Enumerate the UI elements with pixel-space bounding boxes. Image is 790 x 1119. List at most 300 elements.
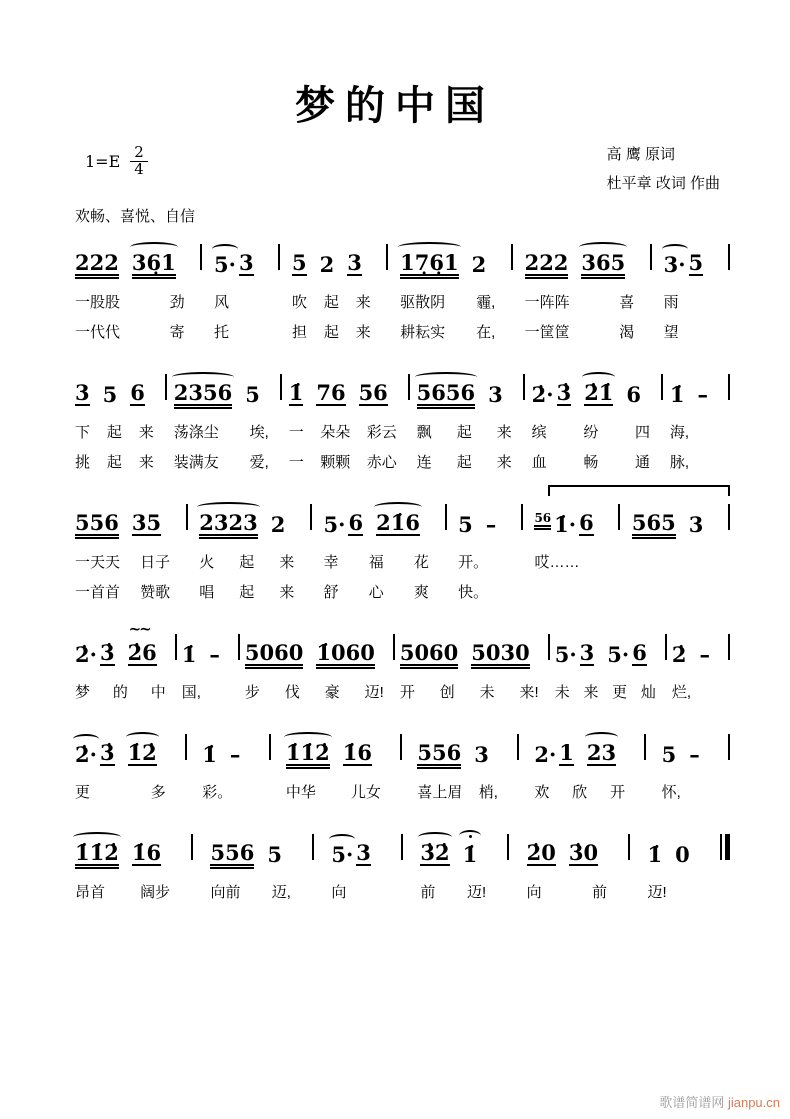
lyrics-verse1 [214,291,267,312]
notes-row [199,502,298,542]
note-group: 556 [417,739,462,765]
lyric-syllable: 一筐筐 [524,324,570,341]
barline [280,374,282,400]
barline [312,834,314,860]
barline [665,634,667,660]
lyric-syllable: 前 [420,884,436,901]
note-group: 35 [131,509,162,535]
notes-row [400,632,543,672]
notes-row [532,372,654,412]
note-group: 6 [632,639,647,665]
note-group: 3 [688,511,704,537]
note-group: 2̇1̇ [584,379,614,405]
note-group: – [229,741,241,767]
lyrics-verse2 [75,451,158,472]
note-group: 5656 [416,379,476,405]
lyrics-verse1 [670,421,721,442]
barline [628,834,630,860]
watermark-site-name: 歌谱简谱网 [659,1095,725,1110]
barline [511,244,513,270]
note-group: 21̇6 [376,509,420,535]
song-title: 梦的中国 [295,82,495,129]
note-group: – [485,511,497,537]
lyric-syllable: 昂首 [75,884,106,901]
lyric-syllable: 中 [150,684,166,701]
lyric-syllable: 一 [288,454,304,471]
measure [672,632,723,702]
measure [75,242,189,342]
lyrics-verse1 [75,551,174,572]
measure [555,632,660,702]
measure [75,372,158,472]
note-group: 5· [323,511,346,537]
lyric-syllable: 装满友 [173,454,219,471]
lyric-syllable: 喜上眉 [417,784,463,801]
note-group: 5030 [471,639,530,665]
lyric-syllable: 向 [526,884,542,901]
notes-row [289,372,401,412]
note-group: 3̇2̇ [420,839,450,865]
barline [507,834,509,860]
note-group: 556 [210,839,255,865]
note-group: 1̇ [647,841,663,867]
lyrics-verse1 [75,881,174,902]
lyric-syllable: 爽 [413,584,429,601]
measure [292,242,375,342]
lyrics-verse1 [199,551,298,572]
notes-row [75,832,174,872]
lyric-syllable: 开 [399,684,415,701]
lyric-syllable: 欣 [572,784,588,801]
measure [202,732,253,802]
measure [289,372,401,472]
notes-row [75,732,170,772]
lyric-syllable: 一股股 [75,294,121,311]
staff-row [75,372,730,472]
barline [393,634,395,660]
lyric-syllable: 来 [138,454,154,471]
lyrics-verse2 [400,321,499,342]
lyric-syllable: 畅 [583,454,599,471]
lyric-syllable: 舒 [323,584,339,601]
lyrics-verse1 [75,421,158,442]
system [75,372,730,472]
barline [728,504,730,530]
barline [661,374,663,400]
note-group: 5 [267,841,282,867]
lyrics-verse1 [672,681,723,702]
lyric-syllable: 雨 [663,294,679,311]
lyric-syllable: 血 [531,454,547,471]
lyrics-verse1 [202,781,253,802]
system [75,242,730,342]
lyric-syllable: 迈! [364,684,384,701]
note-group: 565 [631,509,676,535]
lyric-syllable: 日子 [140,554,171,571]
barline [728,244,730,270]
note-group: 6 [579,509,594,535]
lyrics-verse1 [400,291,499,312]
measure [534,502,606,599]
lyric-syllable: 中华 [285,784,316,801]
notes-row [664,242,717,282]
lyric-syllable: 豪 [324,684,340,701]
lyric-syllable: 怀, [661,784,681,801]
notes-row [670,372,721,412]
staff-row [75,502,730,602]
note-group: 2̇· [75,641,97,667]
notes-row [174,372,273,412]
notes-row [647,832,702,872]
note-group: 1̇1̇2̇ [285,739,330,765]
meta-row [85,141,720,203]
note-group: 3̇ [99,739,115,765]
lyric-syllable: 劲 [169,294,185,311]
lyric-syllable: 国, [181,684,201,701]
barline [618,504,620,530]
note-group: 5 [661,741,677,767]
lyric-syllable: 前 [592,884,608,901]
lyrics-verse1 [420,881,490,902]
note-group: 1̇ [288,379,304,405]
lyric-syllable: 埃, [249,424,269,441]
lyric-syllable: 寄 [169,324,185,341]
lyrics-verse2 [525,321,639,342]
note-group: 5· [554,641,577,667]
barline [517,734,519,760]
lyrics-verse1 [286,781,385,802]
note-group: 1̇· [554,511,577,537]
notes-row [417,372,516,412]
measure [75,732,170,802]
lyrics-verse2 [289,451,401,472]
notes-row [75,632,170,672]
barline [644,734,646,760]
note-group: 3· [663,251,686,277]
notes-row [417,732,501,772]
lyric-syllable: 步 [244,684,260,701]
note-group: – [209,641,220,667]
lyric-syllable: 渴 [619,324,635,341]
lyric-syllable: 挑 [75,454,91,471]
measure [532,372,654,472]
lyric-syllable: 欢 [534,784,550,801]
notes-row [458,502,509,542]
note-group: 5 [102,381,118,407]
note-group: 5060 [244,639,304,665]
lyric-syllable: 赞歌 [140,584,171,601]
key-label: 1=E [85,151,121,171]
measure [420,832,490,902]
note-group: 56 [534,511,552,526]
lyric-syllable: 火 [199,554,215,571]
lyric-syllable: 起 [323,324,339,341]
barline [386,244,388,270]
lyric-syllable: 飘 [416,424,432,441]
lyrics-verse1 [289,421,401,442]
measure [525,242,639,342]
lyric-syllable: 向前 [210,884,241,901]
time-signature-denominator: 4 [134,159,144,178]
system [75,502,730,602]
barline [400,734,402,760]
note-group: 1̇6 [131,839,162,865]
note-group: 2· [534,741,557,767]
note-group: – [697,381,709,407]
note-group: 2̇· [75,741,97,767]
measure [417,372,516,472]
notes-row [214,242,267,282]
note-group: 365 [581,249,626,275]
note-group: 76 [316,379,346,405]
measure [647,832,702,902]
notes-row [400,242,499,282]
note-group: ~~ 2̇6 [128,642,157,666]
lyric-syllable: 开 [610,784,626,801]
note-group: 3 [347,249,362,275]
lyrics-verse1 [400,681,543,702]
lyric-syllable: 一 [288,424,304,441]
barline [548,634,550,660]
lyric-syllable: 托 [214,324,230,341]
measure [174,372,273,472]
lyric-syllable: 望 [663,324,679,341]
barline [191,834,193,860]
lyrics-verse2 [174,451,273,472]
note-group: 6 [130,379,145,405]
key-signature [85,145,148,178]
note-group: 56 [358,379,388,405]
note-group: 2̇0 [526,839,556,865]
time-signature-numerator: 2 [130,145,148,162]
credit-composer: 杜平章 改词 作曲 [606,174,720,192]
lyrics-verse2 [664,321,717,342]
lyrics-verse2 [75,321,189,342]
credits [607,141,720,198]
note-group: 3̇0 [568,839,599,865]
lyrics-verse1 [182,681,233,702]
lyrics-verse2 [199,581,298,602]
lyric-syllable: 来 [583,684,599,701]
measure [331,832,384,902]
lyric-syllable: 起 [239,554,255,571]
note-group: 5 [291,249,307,275]
note-group: 3̇ [99,639,115,665]
system [75,832,730,902]
lyric-syllable: 彩云 [366,424,397,441]
lyrics-verse1 [534,781,629,802]
lyrics-verse1 [174,421,273,442]
note-group: 222 [75,249,119,275]
notes-row [534,502,606,542]
barline [521,504,523,530]
staff-row [75,632,730,702]
measure [75,832,174,902]
barline [728,634,730,660]
lyric-syllable: 担 [291,324,307,341]
lyrics-verse1 [75,291,189,312]
notes-row [525,242,639,282]
lyric-syllable: 花 [413,554,429,571]
note-group: 5 [458,511,473,537]
final-barline-thin [720,834,722,860]
lyric-syllable: 赤心 [366,454,397,471]
note-group: 3 [356,839,371,865]
measure [534,732,629,802]
lyric-syllable: 创 [439,684,455,701]
lyrics-verse1 [664,291,717,312]
lyrics-verse1 [458,551,509,572]
note-group: 5· [331,841,354,867]
note-group: 5 [245,381,260,407]
measure [400,242,499,342]
note-group: 5· [214,251,236,277]
lyrics-verse2 [458,581,509,602]
lyrics-verse1 [632,551,716,569]
barline [408,374,410,400]
lyrics-verse1 [417,421,516,442]
measure [214,242,267,342]
note-group: 2 [319,251,335,277]
note-group: 3̇ [556,379,572,405]
lyric-syllable: 缤 [531,424,547,441]
lyric-syllable: 来 [496,424,512,441]
lyrics-verse1 [245,681,388,702]
lyric-syllable: 迈, [271,884,291,901]
note-group: 23 [586,739,617,765]
measure [662,732,713,802]
note-group: 17̣6̣1 [400,249,459,275]
lyrics-verse1 [555,681,660,702]
note-group: 3 [75,379,90,405]
lyric-syllable: 更 [612,684,628,701]
lyrics-verse2 [417,451,516,472]
note-group: 1̇ [462,841,478,867]
section-bracket [548,485,730,496]
lyrics-verse2 [532,451,654,472]
lyric-syllable: 起 [106,424,122,441]
lyric-syllable: 霾, [476,294,496,311]
lyrics-verse2 [214,321,267,342]
note-group: 1̇ [181,641,197,667]
lyric-syllable: 哎…… [534,554,580,571]
lyric-syllable: 幸 [323,554,339,571]
lyric-syllable: 下 [75,424,91,441]
lyrics-verse1 [647,881,702,902]
lyric-syllable: 朵朵 [320,424,351,441]
note-group: 1 [559,739,574,765]
lyrics-verse2 [534,581,606,599]
lyric-syllable: 吹 [291,294,307,311]
system [75,732,730,802]
lyric-syllable: 向 [331,884,347,901]
note-group: 3 [238,249,254,275]
lyrics-verse1 [417,781,501,802]
notes-row [331,832,384,872]
barline [200,244,202,270]
lyric-syllable: 连 [416,454,432,471]
note-group: 1̇ [202,741,217,767]
note-group: 2̇· [531,381,554,407]
lyric-syllable: 通 [635,454,651,471]
lyric-syllable: 多 [150,784,166,801]
barline [175,634,177,660]
notes-row [210,832,294,872]
lyric-syllable: 未 [554,684,570,701]
lyric-syllable: 快。 [458,584,489,601]
note-group: 2323 [199,509,258,535]
notes-row [75,502,174,542]
lyric-syllable: 来 [496,454,512,471]
lyric-syllable: 纷 [583,424,599,441]
staff-row [75,242,730,342]
lyric-syllable: 一阵阵 [524,294,570,311]
lyric-syllable: 在, [476,324,496,341]
note-group: 5060 [399,639,459,665]
final-barline-thick [725,834,730,860]
lyric-syllable: 一代代 [75,324,121,341]
notes-row [662,732,713,772]
lyrics-verse2 [75,581,174,602]
notes-row [202,732,253,772]
note-group: 2 [471,251,487,277]
lyrics-verse1 [324,551,433,572]
lyrics-verse1 [331,881,384,902]
lyric-syllable: 来 [355,294,371,311]
note-group: 556 [75,509,119,535]
note-group: 3 [474,741,489,767]
note-group: 0 [675,841,690,867]
measure [75,502,174,602]
measure [632,502,716,596]
measure [199,502,298,602]
lyric-syllable: 烂, [671,684,692,701]
notes-row [286,732,385,772]
barline [185,734,187,760]
barline [269,734,271,760]
barline [401,834,403,860]
measure [286,732,385,802]
lyric-syllable: 未 [479,684,495,701]
note-group: 3 [579,639,595,665]
lyrics-verse2 [292,321,375,342]
notes-row [182,632,233,672]
measure [245,632,388,702]
note-group: 222 [524,249,569,275]
barline [310,504,312,530]
note-group: 36̣1 [131,249,176,275]
lyric-syllable: 福 [368,554,384,571]
lyric-syllable: 喜 [619,294,635,311]
notes-row [75,242,189,282]
notes-row [420,832,490,872]
lyric-syllable: 伐 [284,684,300,701]
lyric-syllable: 耕耘实 [400,324,446,341]
lyrics-verse2 [670,451,721,472]
note-group: 2̇ [671,641,687,667]
measure [458,502,509,602]
notes-row [324,502,433,542]
note-group: – [699,641,710,667]
credit-original-lyricist: 高 鹰 原词 [606,146,675,163]
lyrics-verse1 [534,551,606,572]
lyric-syllable: 心 [368,584,384,601]
lyrics-verse1 [525,291,639,312]
barline [186,504,188,530]
lyric-syllable: 灿 [640,684,656,701]
notes-row [75,372,158,412]
lyric-syllable: 起 [239,584,255,601]
